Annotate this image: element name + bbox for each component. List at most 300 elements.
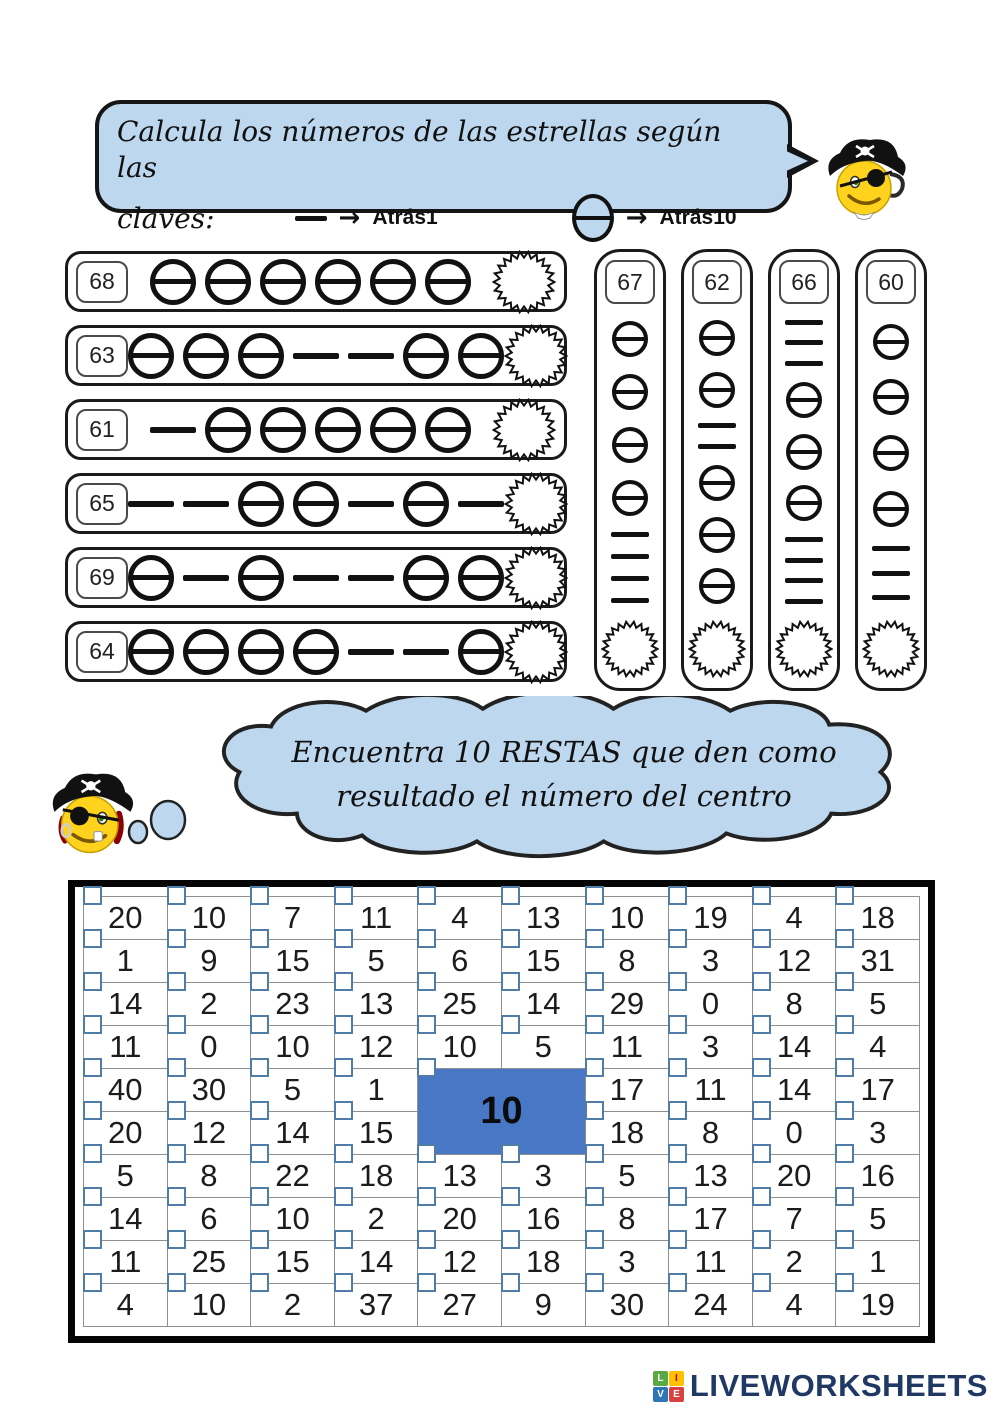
answer-checkbox[interactable] bbox=[83, 886, 102, 905]
grid-number: 30 bbox=[191, 1072, 227, 1107]
answer-checkbox[interactable] bbox=[250, 1273, 269, 1292]
grid-number: 2 bbox=[367, 1201, 385, 1236]
answer-star-icon bbox=[504, 324, 568, 388]
minus10-circle-icon bbox=[699, 517, 735, 553]
minus1-dash-icon bbox=[698, 444, 736, 449]
answer-checkbox[interactable] bbox=[585, 1230, 604, 1249]
minus1-dash-icon bbox=[183, 501, 229, 507]
minus1-dash-icon bbox=[611, 554, 649, 559]
grid-number: 15 bbox=[275, 1244, 310, 1279]
grid-number: 6 bbox=[200, 1201, 218, 1236]
answer-checkbox[interactable] bbox=[167, 1015, 186, 1034]
strip-start-number: 62 bbox=[692, 260, 742, 304]
minus10-circle-icon bbox=[612, 480, 648, 516]
minus10-circle-icon bbox=[128, 555, 174, 601]
answer-checkbox[interactable] bbox=[585, 929, 604, 948]
answer-checkbox[interactable] bbox=[501, 1230, 520, 1249]
answer-checkbox[interactable] bbox=[835, 1187, 854, 1206]
answer-checkbox[interactable] bbox=[250, 1230, 269, 1249]
grid-number: 4 bbox=[116, 1287, 134, 1322]
answer-checkbox[interactable] bbox=[668, 1273, 687, 1292]
minus10-circle-icon bbox=[205, 407, 251, 453]
answer-checkbox[interactable] bbox=[752, 1015, 771, 1034]
minus1-dash-icon bbox=[872, 571, 910, 576]
minus10-circle-icon bbox=[238, 555, 284, 601]
grid-number: 40 bbox=[108, 1072, 143, 1107]
grid-number: 24 bbox=[693, 1287, 728, 1322]
minus10-circle-icon bbox=[128, 333, 174, 379]
answer-checkbox[interactable] bbox=[417, 1058, 436, 1077]
minus10-circle-icon bbox=[128, 629, 174, 675]
minus1-dash-icon bbox=[293, 353, 339, 359]
answer-checkbox[interactable] bbox=[83, 1058, 102, 1077]
strip-start-number: 69 bbox=[76, 557, 128, 599]
minus10-circle-icon bbox=[370, 259, 416, 305]
minus1-dash-icon bbox=[348, 575, 394, 581]
equation-strip-horizontal bbox=[65, 399, 567, 460]
grid-number: 14 bbox=[275, 1115, 310, 1150]
minus10-circle-icon bbox=[403, 481, 449, 527]
answer-checkbox[interactable] bbox=[585, 1187, 604, 1206]
answer-checkbox[interactable] bbox=[167, 1273, 186, 1292]
equation-strip-vertical bbox=[594, 249, 666, 691]
grid-number: 14 bbox=[108, 1201, 143, 1236]
answer-checkbox[interactable] bbox=[417, 1230, 436, 1249]
minus1-dash-icon bbox=[348, 353, 394, 359]
minus10-circle-icon bbox=[612, 427, 648, 463]
answer-checkbox[interactable] bbox=[752, 886, 771, 905]
minus10-circle-icon bbox=[260, 407, 306, 453]
minus10-circle-icon bbox=[699, 568, 735, 604]
grid-number: 31 bbox=[860, 943, 895, 978]
grid-number: 10 bbox=[442, 1029, 477, 1064]
grid-number: 20 bbox=[108, 900, 143, 935]
grid-number: 1 bbox=[367, 1072, 385, 1107]
logo-letter: L bbox=[653, 1371, 668, 1386]
answer-checkbox[interactable] bbox=[501, 886, 520, 905]
strip-start-number: 61 bbox=[76, 409, 128, 451]
grid-number: 10 bbox=[275, 1201, 310, 1236]
answer-checkbox[interactable] bbox=[835, 1015, 854, 1034]
strip-symbols bbox=[128, 407, 492, 453]
minus1-dash-icon bbox=[611, 598, 649, 603]
answer-checkbox[interactable] bbox=[417, 886, 436, 905]
answer-checkbox[interactable] bbox=[668, 972, 687, 991]
strip-start-number: 67 bbox=[605, 260, 655, 304]
answer-checkbox[interactable] bbox=[501, 1273, 520, 1292]
minus1-dash-icon bbox=[785, 599, 823, 604]
grid-cell bbox=[836, 1284, 919, 1326]
strip-start-number: 66 bbox=[779, 260, 829, 304]
answer-star-icon bbox=[504, 620, 568, 684]
answer-checkbox[interactable] bbox=[250, 1015, 269, 1034]
minus1-dash-icon bbox=[348, 501, 394, 507]
minus1-dash-icon bbox=[785, 361, 823, 366]
grid-number: 18 bbox=[526, 1244, 561, 1279]
answer-checkbox[interactable] bbox=[501, 972, 520, 991]
grid-number: 14 bbox=[358, 1244, 394, 1279]
minus10-circle-icon bbox=[238, 333, 284, 379]
answer-checkbox[interactable] bbox=[250, 972, 269, 991]
answer-checkbox[interactable] bbox=[83, 1187, 102, 1206]
grid-cell bbox=[84, 1284, 167, 1326]
answer-checkbox[interactable] bbox=[585, 1273, 604, 1292]
answer-checkbox[interactable] bbox=[835, 1058, 854, 1077]
answer-star-icon bbox=[492, 398, 556, 462]
minus10-circle-icon bbox=[425, 259, 471, 305]
answer-checkbox[interactable] bbox=[250, 1058, 269, 1077]
answer-checkbox[interactable] bbox=[585, 1101, 604, 1120]
answer-checkbox[interactable] bbox=[417, 1015, 436, 1034]
minus10-circle-icon bbox=[873, 435, 909, 471]
minus1-dash-icon bbox=[698, 423, 736, 428]
minus10-circle-icon bbox=[612, 321, 648, 357]
answer-checkbox[interactable] bbox=[501, 1144, 520, 1163]
grid-number: 9 bbox=[534, 1287, 552, 1322]
answer-star-icon bbox=[775, 620, 833, 678]
instruction-text-line1: Calcula los números de las estrellas según las bbox=[117, 115, 722, 184]
minus10-circle-icon bbox=[150, 259, 196, 305]
answer-checkbox[interactable] bbox=[668, 929, 687, 948]
answer-checkbox[interactable] bbox=[752, 1230, 771, 1249]
grid-cell bbox=[168, 1284, 251, 1326]
answer-star-icon bbox=[862, 620, 920, 678]
grid-number: 11 bbox=[694, 1244, 727, 1279]
legend-key-minus1 bbox=[295, 203, 438, 233]
equation-strip-horizontal bbox=[65, 547, 567, 608]
grid-number: 8 bbox=[200, 1158, 218, 1193]
grid-number: 13 bbox=[442, 1158, 477, 1193]
horizontal-strips bbox=[65, 251, 567, 695]
answer-checkbox[interactable] bbox=[585, 886, 604, 905]
grid-cell bbox=[586, 1284, 669, 1326]
grid-number: 18 bbox=[358, 1158, 394, 1193]
number-grid bbox=[83, 896, 920, 1327]
grid-cell bbox=[502, 1026, 585, 1068]
arrow-icon: → bbox=[338, 203, 361, 233]
minus10-circle-icon bbox=[403, 333, 449, 379]
grid-cell bbox=[669, 1284, 752, 1326]
grid-number: 5 bbox=[283, 1072, 302, 1107]
grid-number: 18 bbox=[609, 1115, 645, 1150]
minus1-dash-icon bbox=[458, 501, 504, 507]
answer-checkbox[interactable] bbox=[585, 1144, 604, 1163]
minus10-circle-icon bbox=[458, 629, 504, 675]
answer-checkbox[interactable] bbox=[167, 1144, 186, 1163]
answer-checkbox[interactable] bbox=[585, 972, 604, 991]
answer-checkbox[interactable] bbox=[668, 1101, 687, 1120]
grid-number: 3 bbox=[701, 1029, 720, 1064]
answer-checkbox[interactable] bbox=[417, 929, 436, 948]
minus10-circle-icon bbox=[293, 481, 339, 527]
minus10-circle-icon bbox=[458, 333, 504, 379]
minus1-dash-icon bbox=[295, 216, 327, 221]
grid-cell bbox=[251, 1284, 334, 1326]
atras1-label: Atrás1 bbox=[372, 206, 438, 229]
minus10-circle-icon bbox=[786, 485, 822, 521]
equation-strip-vertical bbox=[855, 249, 927, 691]
answer-checkbox[interactable] bbox=[250, 1187, 269, 1206]
answer-star-icon bbox=[504, 546, 568, 610]
grid-number: 22 bbox=[275, 1158, 310, 1193]
grid-number: 9 bbox=[200, 943, 218, 978]
grid-number: 10 bbox=[609, 900, 645, 935]
minus1-dash-icon bbox=[785, 537, 823, 542]
grid-number: 14 bbox=[526, 986, 561, 1021]
answer-checkbox[interactable] bbox=[752, 1273, 771, 1292]
answer-checkbox[interactable] bbox=[417, 1144, 436, 1163]
minus1-dash-icon bbox=[128, 501, 174, 507]
grid-number: 5 bbox=[618, 1158, 636, 1193]
answer-star-icon bbox=[492, 250, 556, 314]
grid-cell bbox=[502, 1284, 585, 1326]
grid-number: 25 bbox=[442, 986, 477, 1021]
grid-number: 11 bbox=[109, 1029, 142, 1064]
grid-cell bbox=[418, 1284, 501, 1326]
instruction-bubble bbox=[95, 100, 792, 235]
logo-letter: E bbox=[669, 1387, 684, 1402]
answer-checkbox[interactable] bbox=[334, 1144, 353, 1163]
strip-symbols bbox=[128, 259, 492, 305]
answer-checkbox[interactable] bbox=[167, 1101, 186, 1120]
grid-number: 4 bbox=[785, 1287, 803, 1322]
center-target-value: 10 bbox=[480, 1090, 523, 1132]
answer-checkbox[interactable] bbox=[334, 929, 353, 948]
answer-checkbox[interactable] bbox=[752, 1058, 771, 1077]
grid-number: 37 bbox=[358, 1287, 394, 1322]
minus10-circle-icon bbox=[315, 407, 361, 453]
grid-number: 1 bbox=[869, 1244, 887, 1279]
strip-start-number: 63 bbox=[76, 335, 128, 377]
answer-checkbox[interactable] bbox=[752, 929, 771, 948]
minus10-circle-icon bbox=[458, 555, 504, 601]
answer-checkbox[interactable] bbox=[167, 886, 186, 905]
minus10-circle-icon bbox=[403, 555, 449, 601]
answer-checkbox[interactable] bbox=[167, 1230, 186, 1249]
answer-checkbox[interactable] bbox=[250, 929, 269, 948]
minus10-circle-icon bbox=[699, 320, 735, 356]
equation-strip-vertical bbox=[768, 249, 840, 691]
grid-number: 11 bbox=[610, 1029, 643, 1064]
grid-number: 3 bbox=[701, 943, 720, 978]
answer-checkbox[interactable] bbox=[835, 1101, 854, 1120]
grid-number: 17 bbox=[860, 1072, 895, 1107]
grid-number: 12 bbox=[191, 1115, 227, 1150]
grid-number: 23 bbox=[275, 986, 310, 1021]
answer-checkbox[interactable] bbox=[334, 1101, 353, 1120]
equation-strip-horizontal bbox=[65, 325, 567, 386]
minus10-circle-icon bbox=[238, 629, 284, 675]
answer-checkbox[interactable] bbox=[167, 1058, 186, 1077]
grid-number: 7 bbox=[283, 900, 302, 935]
minus10-circle-icon bbox=[873, 379, 909, 415]
answer-checkbox[interactable] bbox=[501, 1187, 520, 1206]
brand-name: LIVEWORKSHEETS bbox=[689, 1368, 988, 1403]
answer-checkbox[interactable] bbox=[334, 886, 353, 905]
answer-checkbox[interactable] bbox=[668, 1230, 687, 1249]
answer-checkbox[interactable] bbox=[668, 1015, 687, 1034]
minus10-circle-icon bbox=[238, 481, 284, 527]
answer-checkbox[interactable] bbox=[752, 1101, 771, 1120]
grid-number: 14 bbox=[108, 986, 143, 1021]
grid-number: 0 bbox=[785, 1115, 803, 1150]
grid-number: 15 bbox=[358, 1115, 394, 1150]
thought-bubble bbox=[188, 696, 940, 866]
answer-checkbox[interactable] bbox=[83, 929, 102, 948]
answer-checkbox[interactable] bbox=[668, 1058, 687, 1077]
minus1-dash-icon bbox=[785, 320, 823, 325]
number-grid-frame bbox=[68, 880, 935, 1343]
grid-number: 8 bbox=[701, 1115, 720, 1150]
answer-checkbox[interactable] bbox=[167, 929, 186, 948]
answer-checkbox[interactable] bbox=[334, 1187, 353, 1206]
grid-number: 0 bbox=[200, 1029, 218, 1064]
answer-star-icon bbox=[688, 620, 746, 678]
answer-checkbox[interactable] bbox=[417, 1187, 436, 1206]
grid-number: 4 bbox=[451, 900, 469, 935]
grid-number: 6 bbox=[451, 943, 469, 978]
answer-checkbox[interactable] bbox=[334, 1273, 353, 1292]
answer-checkbox[interactable] bbox=[835, 1230, 854, 1249]
minus1-dash-icon bbox=[872, 595, 910, 600]
minus10-circle-icon bbox=[612, 374, 648, 410]
answer-checkbox[interactable] bbox=[501, 929, 520, 948]
thought-text-line2: resultado el número del centro bbox=[336, 779, 792, 813]
center-target-cell bbox=[418, 1069, 584, 1154]
grid-number: 5 bbox=[534, 1029, 552, 1064]
answer-checkbox[interactable] bbox=[334, 1230, 353, 1249]
grid-number: 13 bbox=[358, 986, 394, 1021]
grid-cell bbox=[753, 1284, 836, 1326]
grid-number: 15 bbox=[275, 943, 310, 978]
logo-letter: I bbox=[669, 1371, 684, 1386]
answer-checkbox[interactable] bbox=[83, 1101, 102, 1120]
grid-number: 18 bbox=[860, 900, 895, 935]
answer-checkbox[interactable] bbox=[83, 1144, 102, 1163]
answer-checkbox[interactable] bbox=[83, 1230, 102, 1249]
answer-checkbox[interactable] bbox=[83, 1273, 102, 1292]
answer-checkbox[interactable] bbox=[250, 1144, 269, 1163]
grid-cell bbox=[335, 1284, 418, 1326]
answer-checkbox[interactable] bbox=[585, 1015, 604, 1034]
minus10-circle-icon bbox=[370, 407, 416, 453]
answer-checkbox[interactable] bbox=[83, 972, 102, 991]
minus10-circle-icon bbox=[699, 372, 735, 408]
answer-checkbox[interactable] bbox=[668, 1187, 687, 1206]
grid-number: 14 bbox=[776, 1072, 812, 1107]
answer-checkbox[interactable] bbox=[835, 1273, 854, 1292]
grid-number: 25 bbox=[191, 1244, 227, 1279]
grid-number: 3 bbox=[869, 1115, 887, 1150]
answer-checkbox[interactable] bbox=[585, 1058, 604, 1077]
answer-checkbox[interactable] bbox=[250, 886, 269, 905]
answer-checkbox[interactable] bbox=[668, 1144, 687, 1163]
grid-number: 2 bbox=[785, 1244, 803, 1279]
minus10-circle-icon bbox=[293, 629, 339, 675]
answer-checkbox[interactable] bbox=[334, 972, 353, 991]
grid-number: 11 bbox=[360, 900, 393, 935]
grid-number: 8 bbox=[785, 986, 803, 1021]
answer-checkbox[interactable] bbox=[334, 1015, 353, 1034]
grid-number: 5 bbox=[116, 1158, 134, 1193]
grid-number: 27 bbox=[442, 1287, 477, 1322]
answer-checkbox[interactable] bbox=[417, 972, 436, 991]
grid-number: 11 bbox=[694, 1072, 727, 1107]
grid-number: 10 bbox=[275, 1029, 310, 1064]
minus10-circle-icon bbox=[183, 629, 229, 675]
answer-checkbox[interactable] bbox=[835, 929, 854, 948]
grid-number: 12 bbox=[776, 943, 812, 978]
answer-checkbox[interactable] bbox=[417, 1273, 436, 1292]
equation-strip-horizontal bbox=[65, 251, 567, 312]
equation-strip-horizontal bbox=[65, 621, 567, 682]
answer-checkbox[interactable] bbox=[752, 1144, 771, 1163]
answer-checkbox[interactable] bbox=[334, 1058, 353, 1077]
grid-number: 13 bbox=[693, 1158, 728, 1193]
answer-checkbox[interactable] bbox=[668, 886, 687, 905]
footer bbox=[0, 1368, 988, 1404]
minus1-dash-icon bbox=[348, 649, 394, 655]
equation-strip-horizontal bbox=[65, 473, 567, 534]
answer-checkbox[interactable] bbox=[752, 1187, 771, 1206]
minus10-circle-icon bbox=[315, 259, 361, 305]
answer-checkbox[interactable] bbox=[501, 1015, 520, 1034]
grid-number: 8 bbox=[618, 1201, 636, 1236]
grid-number: 16 bbox=[526, 1201, 561, 1236]
grid-number: 12 bbox=[442, 1244, 477, 1279]
strip-symbols bbox=[128, 555, 504, 601]
strip-start-number: 68 bbox=[76, 261, 128, 303]
grid-number: 0 bbox=[701, 986, 720, 1021]
minus1-dash-icon bbox=[872, 546, 910, 551]
grid-number: 29 bbox=[609, 986, 645, 1021]
minus10-circle-icon bbox=[183, 333, 229, 379]
answer-checkbox[interactable] bbox=[835, 886, 854, 905]
answer-checkbox[interactable] bbox=[835, 1144, 854, 1163]
grid-number: 15 bbox=[526, 943, 561, 978]
grid-number: 13 bbox=[526, 900, 561, 935]
minus1-dash-icon bbox=[785, 558, 823, 563]
minus1-dash-icon bbox=[785, 340, 823, 345]
grid-number: 5 bbox=[869, 986, 887, 1021]
minus1-dash-icon bbox=[785, 578, 823, 583]
minus1-dash-icon bbox=[183, 575, 229, 581]
answer-checkbox[interactable] bbox=[167, 972, 186, 991]
answer-checkbox[interactable] bbox=[250, 1101, 269, 1120]
strip-start-number: 60 bbox=[866, 260, 916, 304]
minus1-dash-icon bbox=[611, 576, 649, 581]
grid-number: 19 bbox=[693, 900, 728, 935]
grid-number: 1 bbox=[116, 943, 134, 978]
minus10-circle-icon bbox=[260, 259, 306, 305]
strip-symbols bbox=[128, 333, 504, 379]
grid-number: 19 bbox=[860, 1287, 895, 1322]
answer-checkbox[interactable] bbox=[83, 1015, 102, 1034]
grid-number: 2 bbox=[283, 1287, 302, 1322]
answer-checkbox[interactable] bbox=[167, 1187, 186, 1206]
arrow-icon: → bbox=[625, 203, 648, 233]
answer-checkbox[interactable] bbox=[835, 972, 854, 991]
minus10-circle-icon bbox=[572, 194, 614, 242]
pirate-emoji-icon bbox=[818, 132, 918, 233]
minus1-dash-icon bbox=[150, 427, 196, 433]
minus10-circle-icon bbox=[873, 491, 909, 527]
grid-number: 20 bbox=[442, 1201, 477, 1236]
answer-star-icon bbox=[601, 620, 659, 678]
minus10-circle-icon bbox=[205, 259, 251, 305]
strip-symbols bbox=[128, 629, 504, 675]
answer-checkbox[interactable] bbox=[752, 972, 771, 991]
